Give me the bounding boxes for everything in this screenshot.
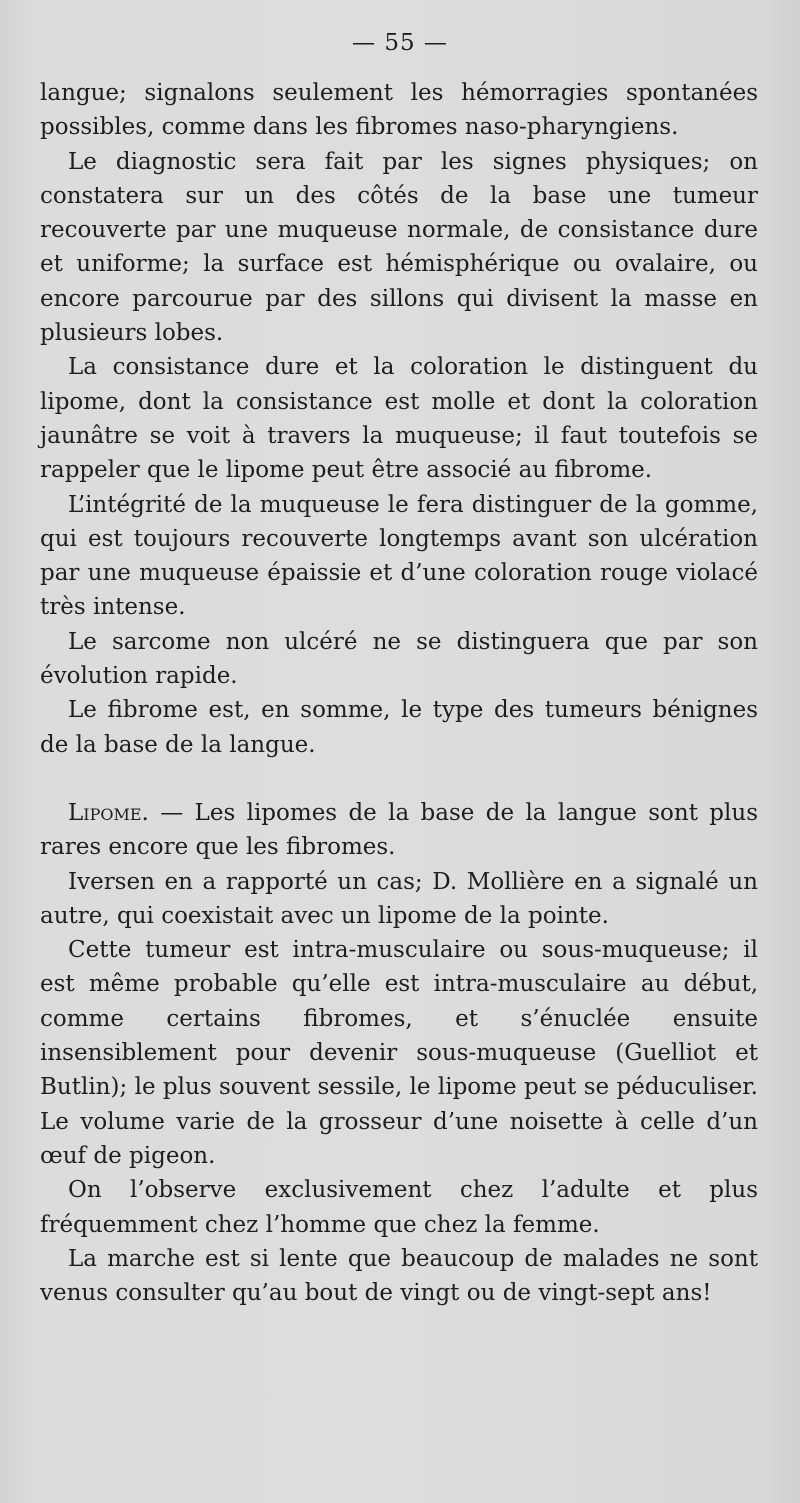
page-number: — 55 — <box>352 30 448 56</box>
paragraph-diagnosis: Le diagnostic sera fait par les signes physiques; on constatera sur un des côtés de la base une tumeur recouverte par une muqueuse normale, de consistance dure et uniforme; la surface est hémisphérique ou ovalaire, ou encore parcourue par des sillons qui divisent la masse en plusieurs lobes. <box>40 148 758 347</box>
paragraph-evolution: La marche est si lente que beaucoup de malades ne sont venus consulter qu’au bout de vingt ou de vingt-sept ans! <box>40 1245 758 1307</box>
paragraph-gumma-distinction: L’intégrité de la muqueuse le fera distinguer de la gomme, qui est toujours recouverte longtemps avant son ulcération par une muqueuse épaissie et d’une coloration rouge violacé très intense. <box>40 491 758 621</box>
section-intro: — Les lipomes de la base de la langue sont plus rares encore que les fibromes. <box>40 799 758 861</box>
paragraph-fibroma-summary: Le fibrome est, en somme, le type des tumeurs bénignes de la base de la langue. <box>40 697 758 758</box>
paragraph-hemorrhages: langue; signalons seulement les hémorragies spontanées possibles, comme dans les fibromes naso-pharyngiens. <box>40 80 758 141</box>
paragraph-location: Cette tumeur est intra-musculaire ou sous-muqueuse; il est même probable qu’elle est intra-musculaire au début, comme certains fibromes, et s’énuclée ensuite insensiblement pour devenir sous-muqueuse (Guelliot et Butlin); le plus souvent sessile, le lipome peut se péduculiser. Le volume varie de la grosseur d’une noisette à celle d’un œuf de pigeon. <box>40 937 758 1169</box>
section-lipome <box>40 796 758 865</box>
paragraph-epidemiology: On l’observe exclusivement chez l’adulte et plus fréquemment chez l’homme que chez la femme. <box>40 1177 758 1238</box>
section-heading: Lipome. <box>68 799 149 826</box>
paragraph-lipoma-distinction: La consistance dure et la coloration le distinguent du lipome, dont la consistance est molle et dont la coloration jaunâtre se voit à travers la muqueuse; il faut toutefois se rappeler que le lipome peut être associé au fibrome. <box>40 354 758 484</box>
body-text <box>40 76 758 1310</box>
paragraph-cases: Iversen en a rapporté un cas; D. Mollière en a signalé un autre, qui coexistait avec un lipome de la pointe. <box>40 868 758 929</box>
paragraph-sarcoma: Le sarcome non ulcéré ne se distinguera que par son évolution rapide. <box>40 628 758 690</box>
